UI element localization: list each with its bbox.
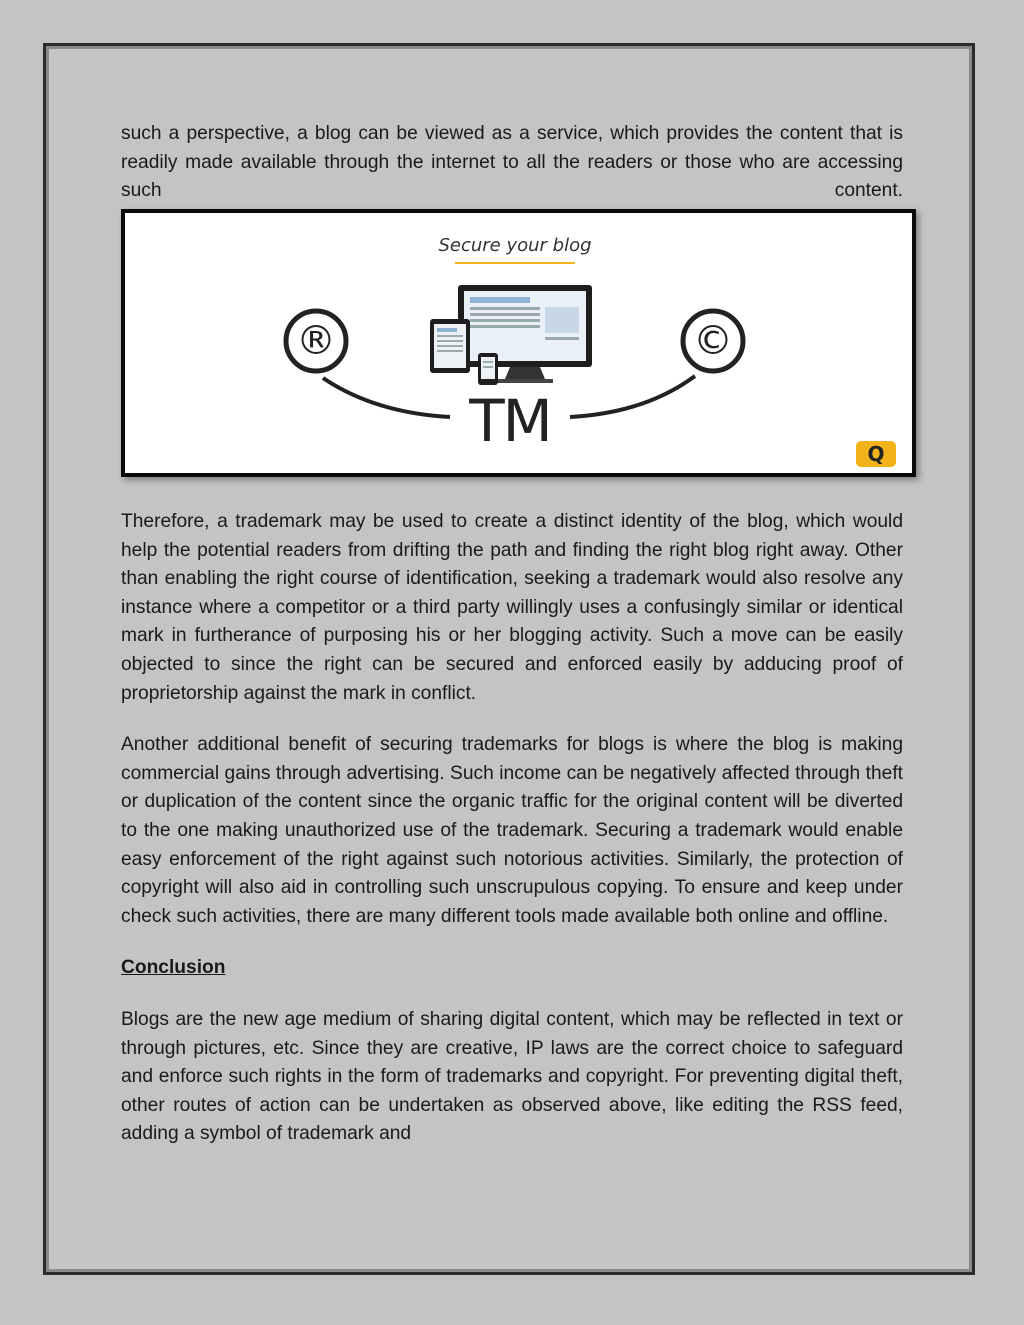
intro-paragraph: such a perspective, a blog can be viewed as a service, which provides the content that is readily made available through the internet to all the readers or those who are accessing such content. [121, 123, 903, 202]
conclusion-paragraph: Blogs are the new age medium of sharing digital content, which may be reflected in text or through pictures, etc. Since they are creative, IP laws are the correct choice to safeguard and enforce such rights in the form of trademarks and copyright. For preventing digital theft, other routes of action can be undertaken as observed above, like editing the RSS feed, adding a symbol of trademark and [121, 1008, 903, 1145]
paragraph-trademark-identity: Therefore, a trademark may be used to create a distinct identity of the blog, which would help the potential readers from drifting the path and finding the right blog right away. Other than enabling the right course of identification, seeking a trademark would also resolve any instance where a competitor or a third party willingly uses a confusingly similar or identical mark in furtherance of purposing his or her blogging activity. Such a move can be easily objected to since the right can be secured and enforced easily by adducing proof of proprietorship against the mark in conflict. [121, 511, 903, 704]
copyright-symbol: © [693, 318, 733, 364]
paragraph-commercial-gains: Another additional benefit of securing trademarks for blogs is where the blog is making commercial gains through advertising. Such income can be negatively affected through theft or duplication of the content since the organic traffic for the original content will be diverted to the one making unauthorized use of the trademark. Securing a trademark would enable easy enforcement of the right against such notorious activities. Similarly, the protection of copyright will also aid in controlling such unscrupulous copying. To ensure and keep under check such activities, there are many different tools made available both online and offline. [121, 734, 903, 927]
secure-blog-figure [121, 209, 916, 477]
devices-icon [430, 285, 592, 385]
brand-badge: Q [856, 441, 896, 467]
registered-symbol: ® [296, 318, 336, 364]
right-arc [570, 376, 695, 417]
document-body-continued [121, 508, 903, 1149]
figure-title: Secure your blog [438, 235, 592, 256]
document-body [121, 120, 903, 206]
left-arc [323, 378, 450, 417]
conclusion-heading: Conclusion [121, 957, 226, 979]
trademark-text: TM [469, 387, 551, 455]
